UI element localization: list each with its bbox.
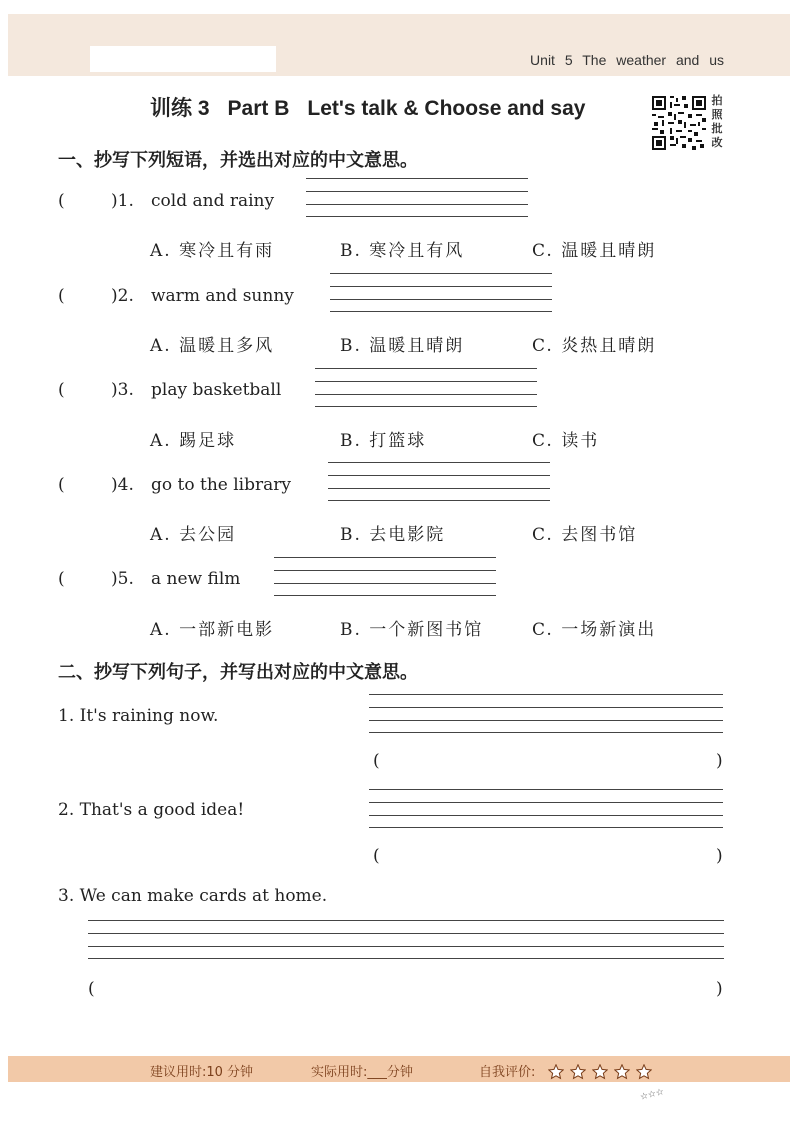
option-b: B. 一个新图书馆: [340, 620, 484, 640]
translation-open-bracket: (: [373, 846, 380, 866]
sentence-2: 2. That's a good idea!: [58, 800, 245, 820]
question-number: )3.: [111, 380, 134, 400]
sentence-copy-lines-1[interactable]: [369, 694, 723, 734]
options-1: [150, 236, 770, 264]
section1-title: 一、抄写下列短语，并选出对应的中文意思。: [58, 150, 418, 171]
question-phrase: play basketball: [151, 380, 282, 400]
translation-close-bracket: ): [716, 979, 723, 999]
option-c: C. 温暖且晴朗: [532, 241, 657, 261]
answer-paren[interactable]: (: [58, 475, 65, 495]
translation-open-bracket: (: [88, 979, 95, 999]
options-4: [150, 520, 770, 548]
self-evaluation-label: 自我评价:: [479, 1065, 536, 1080]
copy-lines-2[interactable]: [330, 273, 552, 313]
answer-paren[interactable]: (: [58, 286, 65, 306]
part-label: Part B: [227, 97, 290, 120]
translation-open-bracket: (: [373, 751, 380, 771]
actual-time: 实际用时:___分钟: [311, 1065, 413, 1080]
star-icon[interactable]: [548, 1064, 564, 1080]
copy-lines-3[interactable]: [315, 368, 537, 408]
sentence-1: 1. It's raining now.: [58, 706, 219, 726]
option-b: B. 温暖且晴朗: [340, 336, 465, 356]
sentence-copy-lines-3[interactable]: [88, 920, 724, 960]
option-a: A. 寒冷且有雨: [150, 241, 275, 261]
translation-close-bracket: ): [716, 846, 723, 866]
option-c: C. 一场新演出: [532, 620, 657, 640]
suggested-time: 建议用时:10 分钟: [150, 1065, 254, 1080]
option-b: B. 寒冷且有风: [340, 241, 465, 261]
qr-code-icon[interactable]: [652, 96, 706, 150]
qr-caption: 拍 照 批 改: [711, 94, 723, 149]
options-5: [150, 615, 770, 643]
unit-label: Unit 5 The weather and us: [530, 52, 724, 68]
option-a: A. 一部新电影: [150, 620, 275, 640]
question-phrase: go to the library: [151, 475, 291, 495]
question-phrase: warm and sunny: [151, 286, 294, 306]
question-number: )2.: [111, 286, 134, 306]
option-a: A. 踢足球: [150, 431, 237, 451]
star-icon[interactable]: [614, 1064, 630, 1080]
option-a: A. 去公园: [150, 525, 237, 545]
option-b: B. 去电影院: [340, 525, 446, 545]
question-phrase: a new film: [151, 569, 241, 589]
star-icon[interactable]: [592, 1064, 608, 1080]
lesson-label: 训练 3: [150, 97, 210, 120]
copy-lines-1[interactable]: [306, 178, 528, 218]
sentence-3: 3. We can make cards at home.: [58, 886, 328, 906]
answer-paren[interactable]: (: [58, 380, 65, 400]
translation-close-bracket: ): [716, 751, 723, 771]
star-icon[interactable]: [636, 1064, 652, 1080]
topic-label: Let's talk & Choose and say: [307, 97, 586, 120]
header-blank-strip: [90, 46, 276, 72]
page-title: [150, 92, 585, 122]
question-number: )4.: [111, 475, 134, 495]
question-number: )5.: [111, 569, 134, 589]
options-2: [150, 331, 770, 359]
question-number: )1.: [111, 191, 134, 211]
option-c: C. 读书: [532, 431, 600, 451]
copy-lines-5[interactable]: [274, 557, 496, 597]
question-phrase: cold and rainy: [151, 191, 275, 211]
option-c: C. 炎热且晴朗: [532, 336, 657, 356]
option-c: C. 去图书馆: [532, 525, 638, 545]
section2-title: 二、抄写下列句子，并写出对应的中文意思。: [58, 662, 418, 683]
answer-paren[interactable]: (: [58, 569, 65, 589]
copy-lines-4[interactable]: [328, 462, 550, 502]
option-b: B. 打篮球: [340, 431, 427, 451]
sentence-copy-lines-2[interactable]: [369, 789, 723, 829]
star-icon[interactable]: [570, 1064, 586, 1080]
answer-paren[interactable]: (: [58, 191, 65, 211]
option-a: A. 温暖且多风: [150, 336, 275, 356]
options-3: [150, 426, 770, 454]
handwritten-mark: ☆☆☆: [639, 1087, 666, 1103]
self-evaluation-stars[interactable]: [548, 1061, 653, 1080]
